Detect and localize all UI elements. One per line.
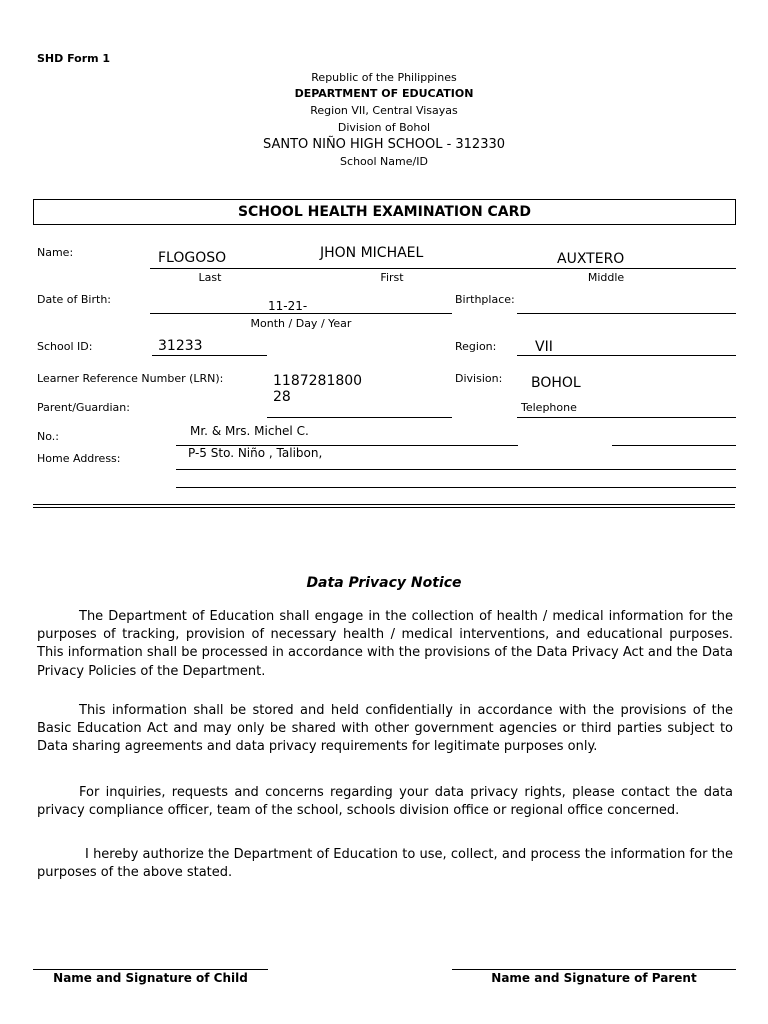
- division-line: Division of Bohol: [337, 121, 431, 134]
- last-name-value[interactable]: FLOGOSO: [158, 250, 227, 266]
- birthplace-underline: [517, 313, 736, 314]
- republic-line: Republic of the Philippines: [311, 71, 457, 84]
- region-value[interactable]: VII: [535, 339, 553, 355]
- telephone-underline: [612, 445, 736, 446]
- privacy-paragraph-3: For inquiries, requests and concerns regarding your data privacy rights, please contact the data privacy compliance officer, team of the school, schools division office or regional office concerned.: [37, 785, 733, 819]
- department-line: DEPARTMENT OF EDUCATION: [294, 87, 474, 100]
- section-divider-top: [33, 504, 735, 505]
- form-id: SHD Form 1: [37, 52, 111, 65]
- first-name-value[interactable]: JHON MICHAEL: [320, 245, 424, 261]
- address-underline-1: [176, 469, 736, 470]
- guardian-label: Parent/Guardian:: [37, 401, 130, 414]
- region-label: Region:: [455, 340, 497, 353]
- dob-caption: Month / Day / Year: [250, 317, 352, 330]
- region-underline: [517, 355, 736, 356]
- school-id-underline: [152, 355, 267, 356]
- card-title: SCHOOL HEALTH EXAMINATION CARD: [237, 204, 532, 220]
- address-label: Home Address:: [37, 452, 121, 465]
- lrn-underline: [267, 417, 452, 418]
- division-value[interactable]: BOHOL: [531, 375, 581, 391]
- address-value[interactable]: P-5 Sto. Niño , Talibon,: [188, 446, 323, 460]
- title-box: [33, 199, 736, 225]
- telephone-label: Telephone: [521, 401, 577, 414]
- dob-underline: [150, 313, 452, 314]
- first-caption: First: [380, 271, 404, 284]
- division-label: Division:: [455, 372, 503, 385]
- child-signature-line: [33, 969, 268, 970]
- region-line: Region VII, Central Visayas: [310, 104, 458, 117]
- middle-caption: Middle: [587, 271, 625, 284]
- child-signature-caption: Name and Signature of Child: [53, 971, 248, 985]
- dob-value[interactable]: 11-21-: [268, 299, 308, 313]
- privacy-title: Data Privacy Notice: [306, 575, 462, 591]
- name-label: Name:: [37, 246, 74, 259]
- division-underline: [517, 417, 736, 418]
- lrn-label: Learner Reference Number (LRN):: [37, 372, 224, 385]
- middle-name-value[interactable]: AUXTERO: [557, 251, 625, 267]
- school-id-value[interactable]: 31233: [158, 338, 203, 354]
- dob-label: Date of Birth:: [37, 293, 112, 306]
- parent-signature-caption: Name and Signature of Parent: [491, 971, 697, 985]
- birthplace-label: Birthplace:: [455, 293, 515, 306]
- lrn-value-line2[interactable]: 28: [273, 389, 291, 405]
- name-underline: [150, 268, 736, 269]
- section-divider-bottom: [33, 507, 735, 508]
- privacy-paragraph-2: This information shall be stored and held confidentially in accordance with the provisions of the Basic Education Act and may only be shared with other government agencies or third parties subject to Data sharing agreements and data privacy requirements for legitimate purposes only.: [37, 703, 733, 755]
- privacy-paragraph-1: The Department of Education shall engage in the collection of health / medical information for the purposes of tracking, provision of necessary health / medical interventions, and educational purposes. This information shall be processed in accordance with the provisions of the Data Privacy Act and the Data Privacy Policies of the Department.: [37, 609, 733, 679]
- lrn-value-line1[interactable]: 1187281800: [273, 373, 363, 389]
- parent-signature-line: [452, 969, 736, 970]
- no-label: No.:: [37, 430, 59, 443]
- last-caption: Last: [198, 271, 222, 284]
- address-underline-2: [176, 487, 736, 488]
- school-id-label: School ID:: [37, 340, 93, 353]
- privacy-paragraph-4: I hereby authorize the Department of Education to use, collect, and process the information for the purposes of the above stated.: [37, 847, 733, 881]
- school-name-caption: School Name/ID: [340, 155, 428, 168]
- school-name-id: SANTO NIÑO HIGH SCHOOL - 312330: [262, 137, 506, 152]
- guardian-value[interactable]: Mr. & Mrs. Michel C.: [190, 424, 309, 438]
